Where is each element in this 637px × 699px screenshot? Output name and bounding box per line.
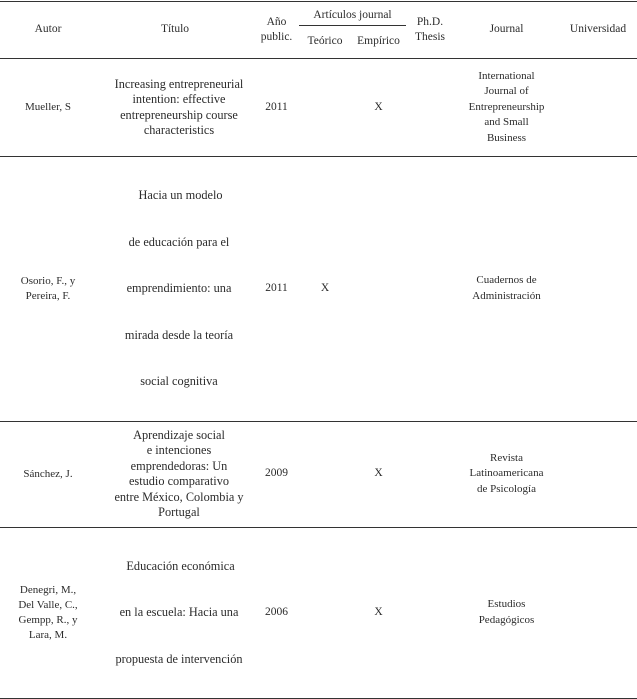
table-header (0, 2, 637, 59)
title-line: Portugal (158, 505, 200, 519)
header-empirico: Empírico (351, 26, 406, 59)
title-line: de educación para el (128, 234, 230, 249)
empirico-cell: X (351, 59, 406, 157)
header-phd-thesis (406, 2, 454, 59)
author-line: Denegri, M., (19, 583, 77, 596)
header-journal: Journal (454, 2, 559, 59)
author-line: Lara, M. (28, 628, 68, 641)
journal-cell (454, 59, 559, 157)
title-line: Educación económica (123, 558, 235, 573)
universidad-cell (559, 157, 637, 422)
teorico-cell (299, 59, 351, 157)
journal-line: and Small (484, 116, 529, 129)
author-line: Gempp, R., y (18, 613, 78, 626)
author-cell (0, 157, 96, 422)
title-cell (96, 527, 254, 699)
year-cell: 2011 (254, 59, 299, 157)
year-cell: 2011 (254, 157, 299, 422)
journal-line: Cuadernos de (476, 274, 537, 287)
header-titulo: Título (96, 2, 254, 59)
table-row (0, 527, 637, 699)
title-line: en la escuela: Hacia una (119, 605, 239, 619)
table-row (0, 59, 637, 157)
title-line: emprendedoras: Un (130, 458, 228, 473)
header-anio-line2: public. (260, 31, 293, 43)
phd-cell (406, 59, 454, 157)
title-line: Aprendizaje social (133, 427, 225, 442)
phd-cell (406, 421, 454, 527)
journal-line: Latinoamericana (469, 467, 544, 480)
header-anio (254, 2, 299, 59)
empirico-cell: X (351, 421, 406, 527)
journal-cell (454, 421, 559, 527)
header-teorico: Teórico (299, 26, 351, 59)
header-autor: Autor (0, 2, 96, 59)
title-line: emprendimiento: una (126, 281, 232, 295)
phd-cell (406, 157, 454, 422)
journal-cell (454, 527, 559, 699)
author-line: Sánchez, J. (23, 467, 73, 480)
table-row (0, 421, 637, 527)
title-line: estudio comparativo (128, 474, 230, 488)
empirico-cell: X (351, 527, 406, 699)
journal-line: Administración (472, 289, 541, 302)
author-cell (0, 421, 96, 527)
title-line: entre México, Colombia y (114, 489, 244, 504)
author-cell (0, 59, 96, 157)
title-line: mirada desde la teoría (124, 327, 234, 342)
teorico-cell (299, 421, 351, 527)
journal-cell (454, 157, 559, 422)
author-line: Pereira, F. (25, 289, 71, 302)
author-cell (0, 527, 96, 699)
title-line: intention: effective (132, 92, 226, 106)
author-line: Mueller, S (25, 101, 71, 113)
header-articulos-journal: Artículos journal (299, 2, 406, 26)
journal-line: Estudios (487, 598, 526, 611)
header-anio-line1: Año (266, 15, 287, 28)
journal-line: Entrepreneurship (468, 100, 545, 113)
title-line: social cognitiva (140, 374, 218, 388)
table-row (0, 157, 637, 422)
title-line: Hacia un modelo (135, 188, 223, 202)
journal-line: Pedagógicos (478, 613, 535, 626)
journal-line: Business (486, 131, 527, 144)
universidad-cell (559, 527, 637, 699)
universidad-cell (559, 421, 637, 527)
teorico-cell: X (299, 157, 351, 422)
title-cell (96, 157, 254, 422)
title-cell (96, 421, 254, 527)
header-universidad: Universidad (559, 2, 637, 59)
title-line: characteristics (143, 123, 215, 137)
journal-line: de Psicología (477, 482, 536, 495)
journal-line: Revista (490, 451, 523, 464)
year-cell: 2006 (254, 527, 299, 699)
title-line: Increasing entrepreneurial (114, 76, 244, 91)
year-cell: 2009 (254, 421, 299, 527)
journal-line: International (478, 69, 535, 82)
phd-cell (406, 527, 454, 699)
title-line: propuesta de intervención (115, 651, 243, 666)
teorico-cell (299, 527, 351, 699)
author-line: Osorio, F., y (20, 274, 76, 287)
title-cell (96, 59, 254, 157)
title-line: e intenciones (146, 443, 212, 457)
header-phd-line1: Ph.D. (416, 15, 444, 28)
literature-table (0, 1, 637, 699)
author-line: Del Valle, C., (18, 598, 78, 611)
empirico-cell (351, 157, 406, 422)
journal-line: Journal of (484, 85, 529, 98)
header-phd-line2: Thesis (414, 31, 446, 43)
universidad-cell (559, 59, 637, 157)
title-line: entrepreneurship course (120, 107, 238, 122)
table-body (0, 59, 637, 699)
